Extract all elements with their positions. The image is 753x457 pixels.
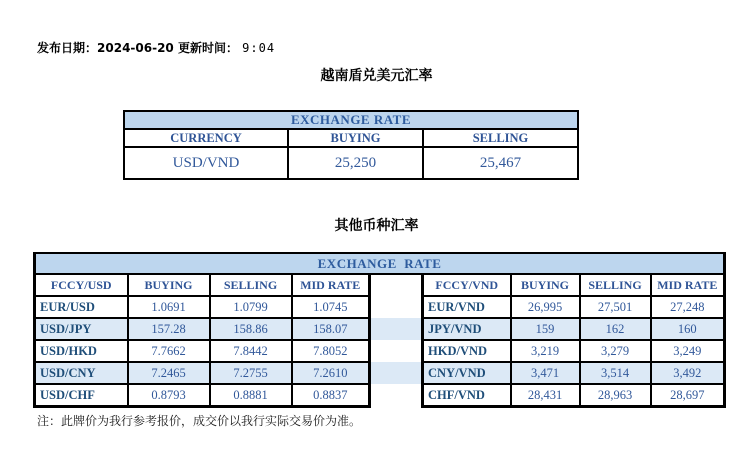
table-row	[35, 318, 725, 340]
rate-cell: 0.8793	[128, 384, 210, 407]
col-header-fccy-vnd: FCCY/VND	[423, 274, 511, 296]
usd-section-title: 越南盾兑美元汇率	[320, 68, 433, 84]
rate-cell: 7.8442	[210, 340, 292, 362]
pair-cell: CHF/VND	[423, 384, 511, 407]
rate-cell: 1.0691	[128, 296, 210, 318]
pair-cell: USD/JPY	[35, 318, 128, 340]
table-row	[35, 296, 725, 318]
pair-cell: USD/CNY	[35, 362, 128, 384]
table-row	[35, 362, 725, 384]
rate-cell: 162	[580, 318, 651, 340]
rate-cell: 3,514	[580, 362, 651, 384]
table-row	[35, 384, 725, 407]
other-table-title: EXCHANGE RATE	[35, 253, 725, 274]
gap-cell	[370, 296, 423, 318]
gap-cell	[370, 318, 423, 340]
rate-cell: 1.0799	[210, 296, 292, 318]
update-time-value: 9:04	[242, 41, 276, 55]
rate-cell: 159	[511, 318, 580, 340]
col-header-currency: CURRENCY	[124, 129, 288, 147]
col-header-fccy-usd: FCCY/USD	[35, 274, 128, 296]
rate-cell: 158.86	[210, 318, 292, 340]
other-rates-table	[33, 252, 726, 408]
rate-cell: 7.2755	[210, 362, 292, 384]
rate-cell: 7.2610	[292, 362, 370, 384]
rate-cell: 3,471	[511, 362, 580, 384]
currency-pair-cell: USD/VND	[124, 147, 288, 179]
rate-cell: 158.07	[292, 318, 370, 340]
rate-cell: 7.7662	[128, 340, 210, 362]
table-title-row	[35, 253, 725, 274]
publish-date-value: 2024-06-20	[97, 41, 174, 55]
pair-cell: HKD/VND	[423, 340, 511, 362]
col-header-selling: SELLING	[423, 129, 578, 147]
pair-cell: EUR/VND	[423, 296, 511, 318]
usd-vnd-rate-table	[123, 110, 579, 180]
pair-cell: CNY/VND	[423, 362, 511, 384]
rate-cell: 28,697	[651, 384, 725, 407]
col-header-selling: SELLING	[210, 274, 292, 296]
table-row	[124, 147, 578, 179]
usd-table-header-row	[124, 129, 578, 147]
rate-cell: 28,963	[580, 384, 651, 407]
footnote: 注：此牌价为我行参考报价，成交价以我行实际交易价为准。	[37, 414, 362, 428]
pair-cell: JPY/VND	[423, 318, 511, 340]
pair-cell: USD/HKD	[35, 340, 128, 362]
rate-cell: 26,995	[511, 296, 580, 318]
publish-date-label: 发布日期：	[37, 41, 98, 55]
rate-cell: 3,219	[511, 340, 580, 362]
col-header-mid-rate: MID RATE	[651, 274, 725, 296]
rate-cell: 1.0745	[292, 296, 370, 318]
rate-cell: 27,248	[651, 296, 725, 318]
table-row	[35, 340, 725, 362]
other-table-header-row	[35, 274, 725, 296]
rate-cell: 27,501	[580, 296, 651, 318]
other-section-title: 其他币种汇率	[334, 218, 419, 234]
col-header-buying: BUYING	[128, 274, 210, 296]
rate-cell: 3,279	[580, 340, 651, 362]
rate-cell: 0.8881	[210, 384, 292, 407]
pair-cell: USD/CHF	[35, 384, 128, 407]
rate-cell: 3,492	[651, 362, 725, 384]
gap-cell	[370, 274, 423, 296]
gap-cell	[370, 362, 423, 384]
table-title-row	[124, 111, 578, 129]
gap-cell	[370, 340, 423, 362]
col-header-selling: SELLING	[580, 274, 651, 296]
rate-cell: 3,249	[651, 340, 725, 362]
gap-cell	[370, 384, 423, 407]
rate-cell: 160	[651, 318, 725, 340]
col-header-buying: BUYING	[288, 129, 423, 147]
pair-cell: EUR/USD	[35, 296, 128, 318]
rate-cell: 157.28	[128, 318, 210, 340]
col-header-buying: BUYING	[511, 274, 580, 296]
buying-rate-cell: 25,250	[288, 147, 423, 179]
update-time-label: 更新时间：	[173, 41, 238, 55]
rate-cell: 0.8837	[292, 384, 370, 407]
selling-rate-cell: 25,467	[423, 147, 578, 179]
col-header-mid-rate: MID RATE	[292, 274, 370, 296]
publish-info-line	[37, 39, 275, 56]
rate-cell: 7.2465	[128, 362, 210, 384]
rate-cell: 28,431	[511, 384, 580, 407]
usd-table-title: EXCHANGE RATE	[124, 111, 578, 129]
rate-cell: 7.8052	[292, 340, 370, 362]
